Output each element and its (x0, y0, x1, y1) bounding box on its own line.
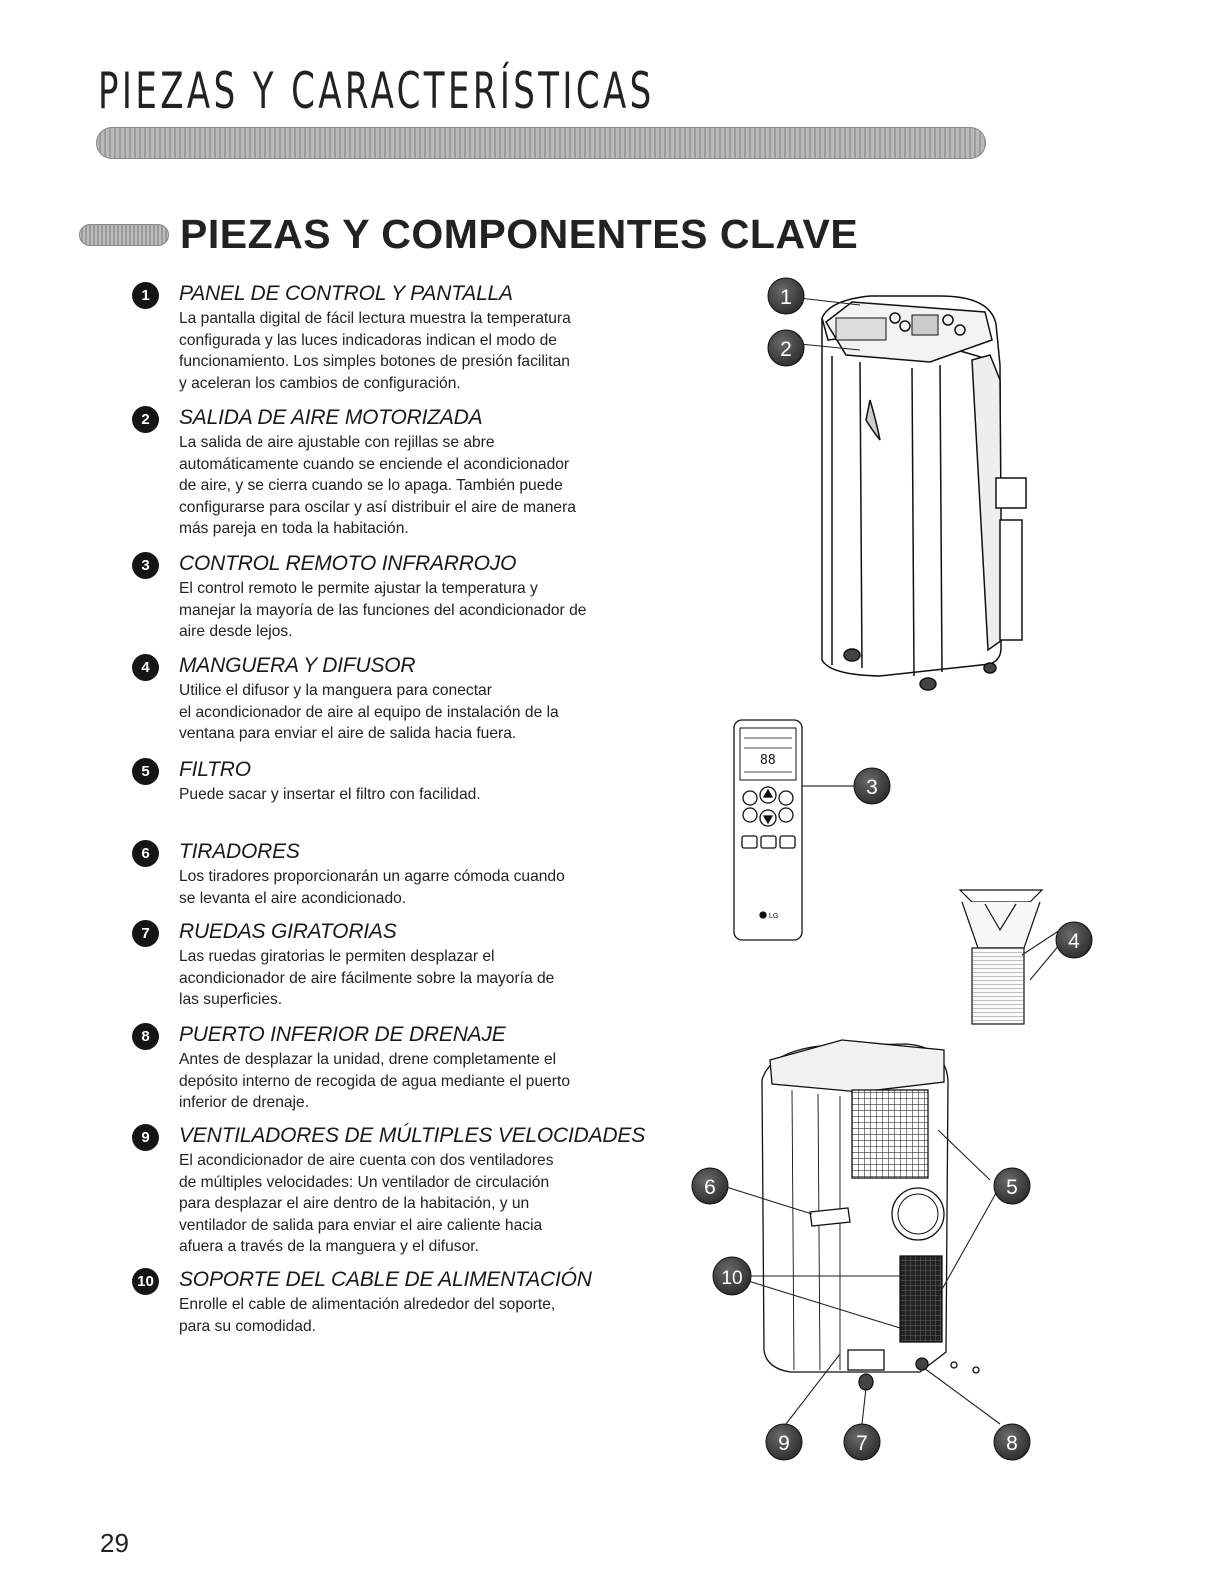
item-number-badge: 6 (132, 840, 159, 867)
svg-text:4: 4 (1068, 930, 1080, 953)
item-description: El acondicionador de aire cuenta con dos ventiladores de múltiples velocidades: Un ventilador de circulación para desplazar el aire dentro de la habitación, y un ventilador de salida para enviar el aire caliente hacia afuera a través de la manguera y el difusor. (179, 1152, 554, 1255)
page-header-title: PIEZAS Y CARACTERÍSTICAS (98, 62, 655, 120)
air-conditioner-front-illustration (822, 296, 1026, 690)
item-title: PANEL DE CONTROL Y PANTALLA (179, 282, 513, 305)
svg-text:10: 10 (721, 1268, 743, 1289)
item-title: CONTROL REMOTO INFRARROJO (179, 552, 517, 575)
item-number-badge: 7 (132, 920, 159, 947)
item-description: La salida de aire ajustable con rejillas se abre automáticamente cuando se enciende el acondicionador de aire, y se cierra cuando se lo apaga. También puede configurarse para oscilar y así distribuir el aire de manera más pareja en toda la habitación. (179, 434, 576, 537)
svg-text:7: 7 (856, 1432, 868, 1455)
hose-and-diffuser-illustration (960, 890, 1042, 1024)
svg-text:1: 1 (780, 286, 792, 309)
svg-text:2: 2 (780, 338, 792, 361)
item-description: La pantalla digital de fácil lectura muestra la temperatura configurada y las luces indicadoras indican el modo de funcionamiento. Los simples botones de presión facilitan y aceleran los cambios de configuración. (179, 310, 571, 392)
callout-10 (713, 1257, 751, 1295)
callout-6 (692, 1168, 728, 1204)
item-description: Utilice el difusor y la manguera para conectar el acondicionador de aire al equipo de instalación de la ventana para enviar el aire de salida hacia fuera. (179, 682, 559, 742)
section-title: PIEZAS Y COMPONENTES CLAVE (180, 211, 859, 257)
item-title: VENTILADORES DE MÚLTIPLES VELOCIDADES (179, 1124, 646, 1147)
remote-brand-logo: LG (769, 913, 779, 920)
air-conditioner-rear-illustration (762, 1040, 979, 1390)
item-number-badge: 2 (132, 406, 159, 433)
callout-3 (854, 768, 890, 804)
item-number-badge: 3 (132, 552, 159, 579)
item-description: Enrolle el cable de alimentación alrededor del soporte, para su comodidad. (179, 1296, 556, 1335)
item-title: SOPORTE DEL CABLE DE ALIMENTACIÓN (179, 1268, 592, 1291)
item-number-badge: 4 (132, 654, 159, 681)
item-description: Antes de desplazar la unidad, drene completamente el depósito interno de recogida de agua mediante el puerto inferior de drenaje. (179, 1051, 570, 1111)
item-title: FILTRO (179, 758, 251, 781)
page-number: 29 (100, 1528, 129, 1558)
item-title: PUERTO INFERIOR DE DRENAJE (179, 1023, 506, 1046)
callout-4 (1056, 922, 1092, 958)
item-title: SALIDA DE AIRE MOTORIZADA (179, 406, 483, 429)
remote-display-readout: 88 (760, 753, 776, 768)
svg-text:3: 3 (866, 776, 878, 799)
remote-control-illustration (734, 720, 860, 940)
item-number-badge: 10 (132, 1268, 159, 1295)
callout-1 (768, 278, 804, 314)
item-number-badge: 1 (132, 282, 159, 309)
item-description: Puede sacar y insertar el filtro con facilidad. (179, 786, 481, 803)
item-description: Las ruedas giratorias le permiten desplazar el acondicionador de aire fácilmente sobre la mayoría de las superficies. (179, 948, 555, 1008)
callout-5 (994, 1168, 1030, 1204)
svg-text:8: 8 (1006, 1432, 1018, 1455)
item-description: El control remoto le permite ajustar la temperatura y manejar la mayoría de las funciones del acondicionador de aire desde lejos. (179, 580, 587, 640)
item-number-badge: 8 (132, 1023, 159, 1050)
item-number-badge: 9 (132, 1124, 159, 1151)
svg-text:6: 6 (704, 1176, 716, 1199)
callout-2 (768, 330, 804, 366)
svg-text:9: 9 (778, 1432, 790, 1455)
callout-8 (994, 1424, 1030, 1460)
item-title: MANGUERA Y DIFUSOR (179, 654, 416, 677)
svg-text:5: 5 (1006, 1176, 1018, 1199)
item-title: RUEDAS GIRATORIAS (179, 920, 397, 943)
item-description: Los tiradores proporcionarán un agarre cómoda cuando se levanta el aire acondicionado. (179, 868, 565, 907)
item-title: TIRADORES (179, 840, 300, 863)
item-number-badge: 5 (132, 758, 159, 785)
callout-9 (766, 1424, 802, 1460)
callout-7 (844, 1424, 880, 1460)
